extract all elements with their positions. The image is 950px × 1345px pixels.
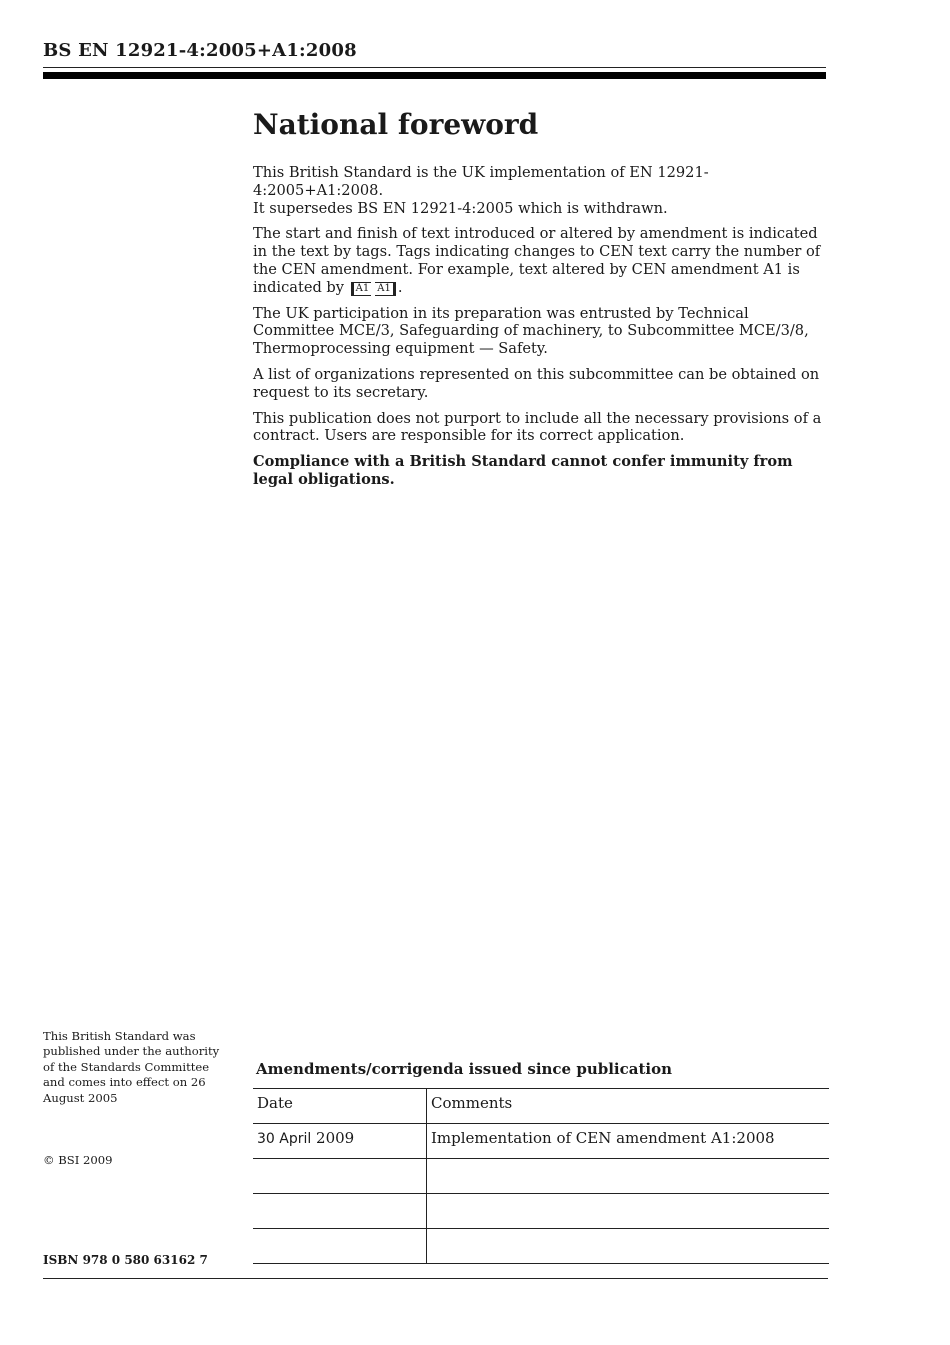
isbn: ISBN 978 0 580 63162 7 (43, 1253, 208, 1267)
table-row (253, 1194, 829, 1229)
table-row (253, 1159, 829, 1194)
amendment-date-year: 2009 (316, 1129, 355, 1147)
column-header-date: Date (253, 1089, 427, 1124)
foreword-paragraph-2 (253, 225, 828, 296)
foreword-paragraph-1 (253, 164, 828, 217)
empty-comment-cell (427, 1194, 830, 1229)
empty-date-cell (253, 1194, 427, 1229)
foreword-paragraph-4: A list of organizations represented on this subcommittee can be obtained on request to its secretary. (253, 365, 820, 401)
amendment-close-tag-icon: A1 (375, 282, 396, 296)
header-rule-thick (43, 72, 826, 79)
foreword-body (253, 164, 828, 497)
amendments-title: Amendments/corrigenda issued since publication (256, 1060, 672, 1078)
foreword-p2-text: The start and finish of text introduced or altered by amendment is indicated in the text by tags. Tags indicating changes to CEN text carry the number of the CEN amendment. For example, text altered by CEN amendment A1 is indicated by (253, 225, 821, 296)
amendments-table (253, 1088, 829, 1264)
amendment-date-cell (253, 1124, 427, 1159)
foreword-p1-line2: It supersedes BS EN 12921-4:2005 which is withdrawn. (253, 199, 668, 217)
amendment-open-tag-icon: A1 (351, 282, 372, 296)
foreword-paragraph-3: The UK participation in its preparation was entrusted by Technical Committee MCE/3, Safeguarding of machinery, to Subcommittee MCE/3/8, Thermoprocessing equipment — Safety. (253, 304, 809, 358)
foreword-p1-line1: This British Standard is the UK implementation of EN 12921-4:2005+A1:2008. (253, 164, 709, 199)
column-header-comments: Comments (427, 1089, 830, 1124)
empty-date-cell (253, 1229, 427, 1264)
empty-comment-cell (427, 1159, 830, 1194)
foreword-p2-end: . (397, 278, 403, 296)
table-row (253, 1229, 829, 1264)
footer-rule (43, 1278, 828, 1279)
foreword-paragraph-5: This publication does not purport to include all the necessary provisions of a contract. Users are responsible for its correct application. (253, 409, 822, 445)
table-header-row (253, 1089, 829, 1124)
amendment-comment-cell: Implementation of CEN amendment A1:2008 (427, 1124, 830, 1159)
standard-id: BS EN 12921-4:2005+A1:2008 (43, 40, 357, 61)
header-rule-thin (43, 67, 826, 68)
amendment-date-day-month: 30 April (257, 1131, 312, 1147)
page-title: National foreword (253, 108, 539, 141)
copyright-notice: © BSI 2009 (43, 1153, 113, 1167)
foreword-compliance-notice: Compliance with a British Standard cannot confer immunity from legal obligations. (253, 453, 793, 488)
table-row (253, 1124, 829, 1159)
empty-date-cell (253, 1159, 427, 1194)
publication-notice: This British Standard was published under the authority of the Standards Committee and comes into effect on 26 August 2005 (43, 1029, 220, 1105)
empty-comment-cell (427, 1229, 830, 1264)
